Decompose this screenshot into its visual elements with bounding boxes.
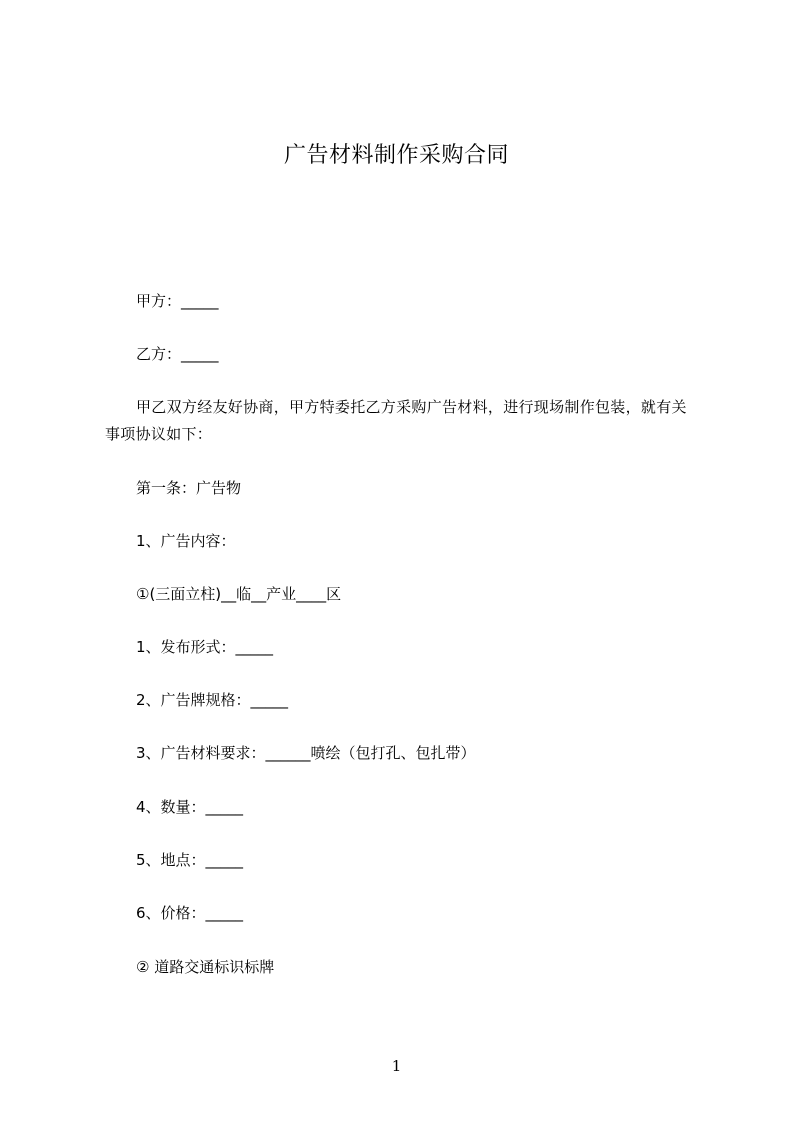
list-item-price: 6、价格：_____ — [136, 904, 244, 922]
list-item-location: 5、地点：_____ — [136, 851, 244, 869]
page-number: 1 — [391, 1057, 402, 1075]
intro-paragraph: 甲乙双方经友好协商，甲方特委托乙方采购广告材料，进行现场制作包装，就有关事项协议如下： — [105, 398, 687, 443]
article-1-heading: 第一条：广告物 — [136, 479, 242, 497]
list-item-publish-form: 1、发布形式：_____ — [136, 638, 274, 656]
list-item-content: 1、广告内容： — [136, 532, 236, 550]
list-item-sign-size: 2、广告牌规格：_____ — [136, 691, 289, 709]
document-title: 广告材料制作采购合同 — [283, 143, 509, 168]
list-item-material-requirement: 3、广告材料要求：______喷绘（包打孔、包扎带） — [136, 744, 476, 762]
party-a-line: 甲方：_____ — [136, 292, 219, 310]
list-item-road-traffic-signs: ② 道路交通标识标牌 — [136, 958, 275, 976]
list-item-three-sided-column: ①(三面立柱)__临__产业____区 — [136, 585, 342, 603]
party-b-line: 乙方：_____ — [136, 345, 219, 363]
list-item-quantity: 4、数量：_____ — [136, 798, 244, 816]
